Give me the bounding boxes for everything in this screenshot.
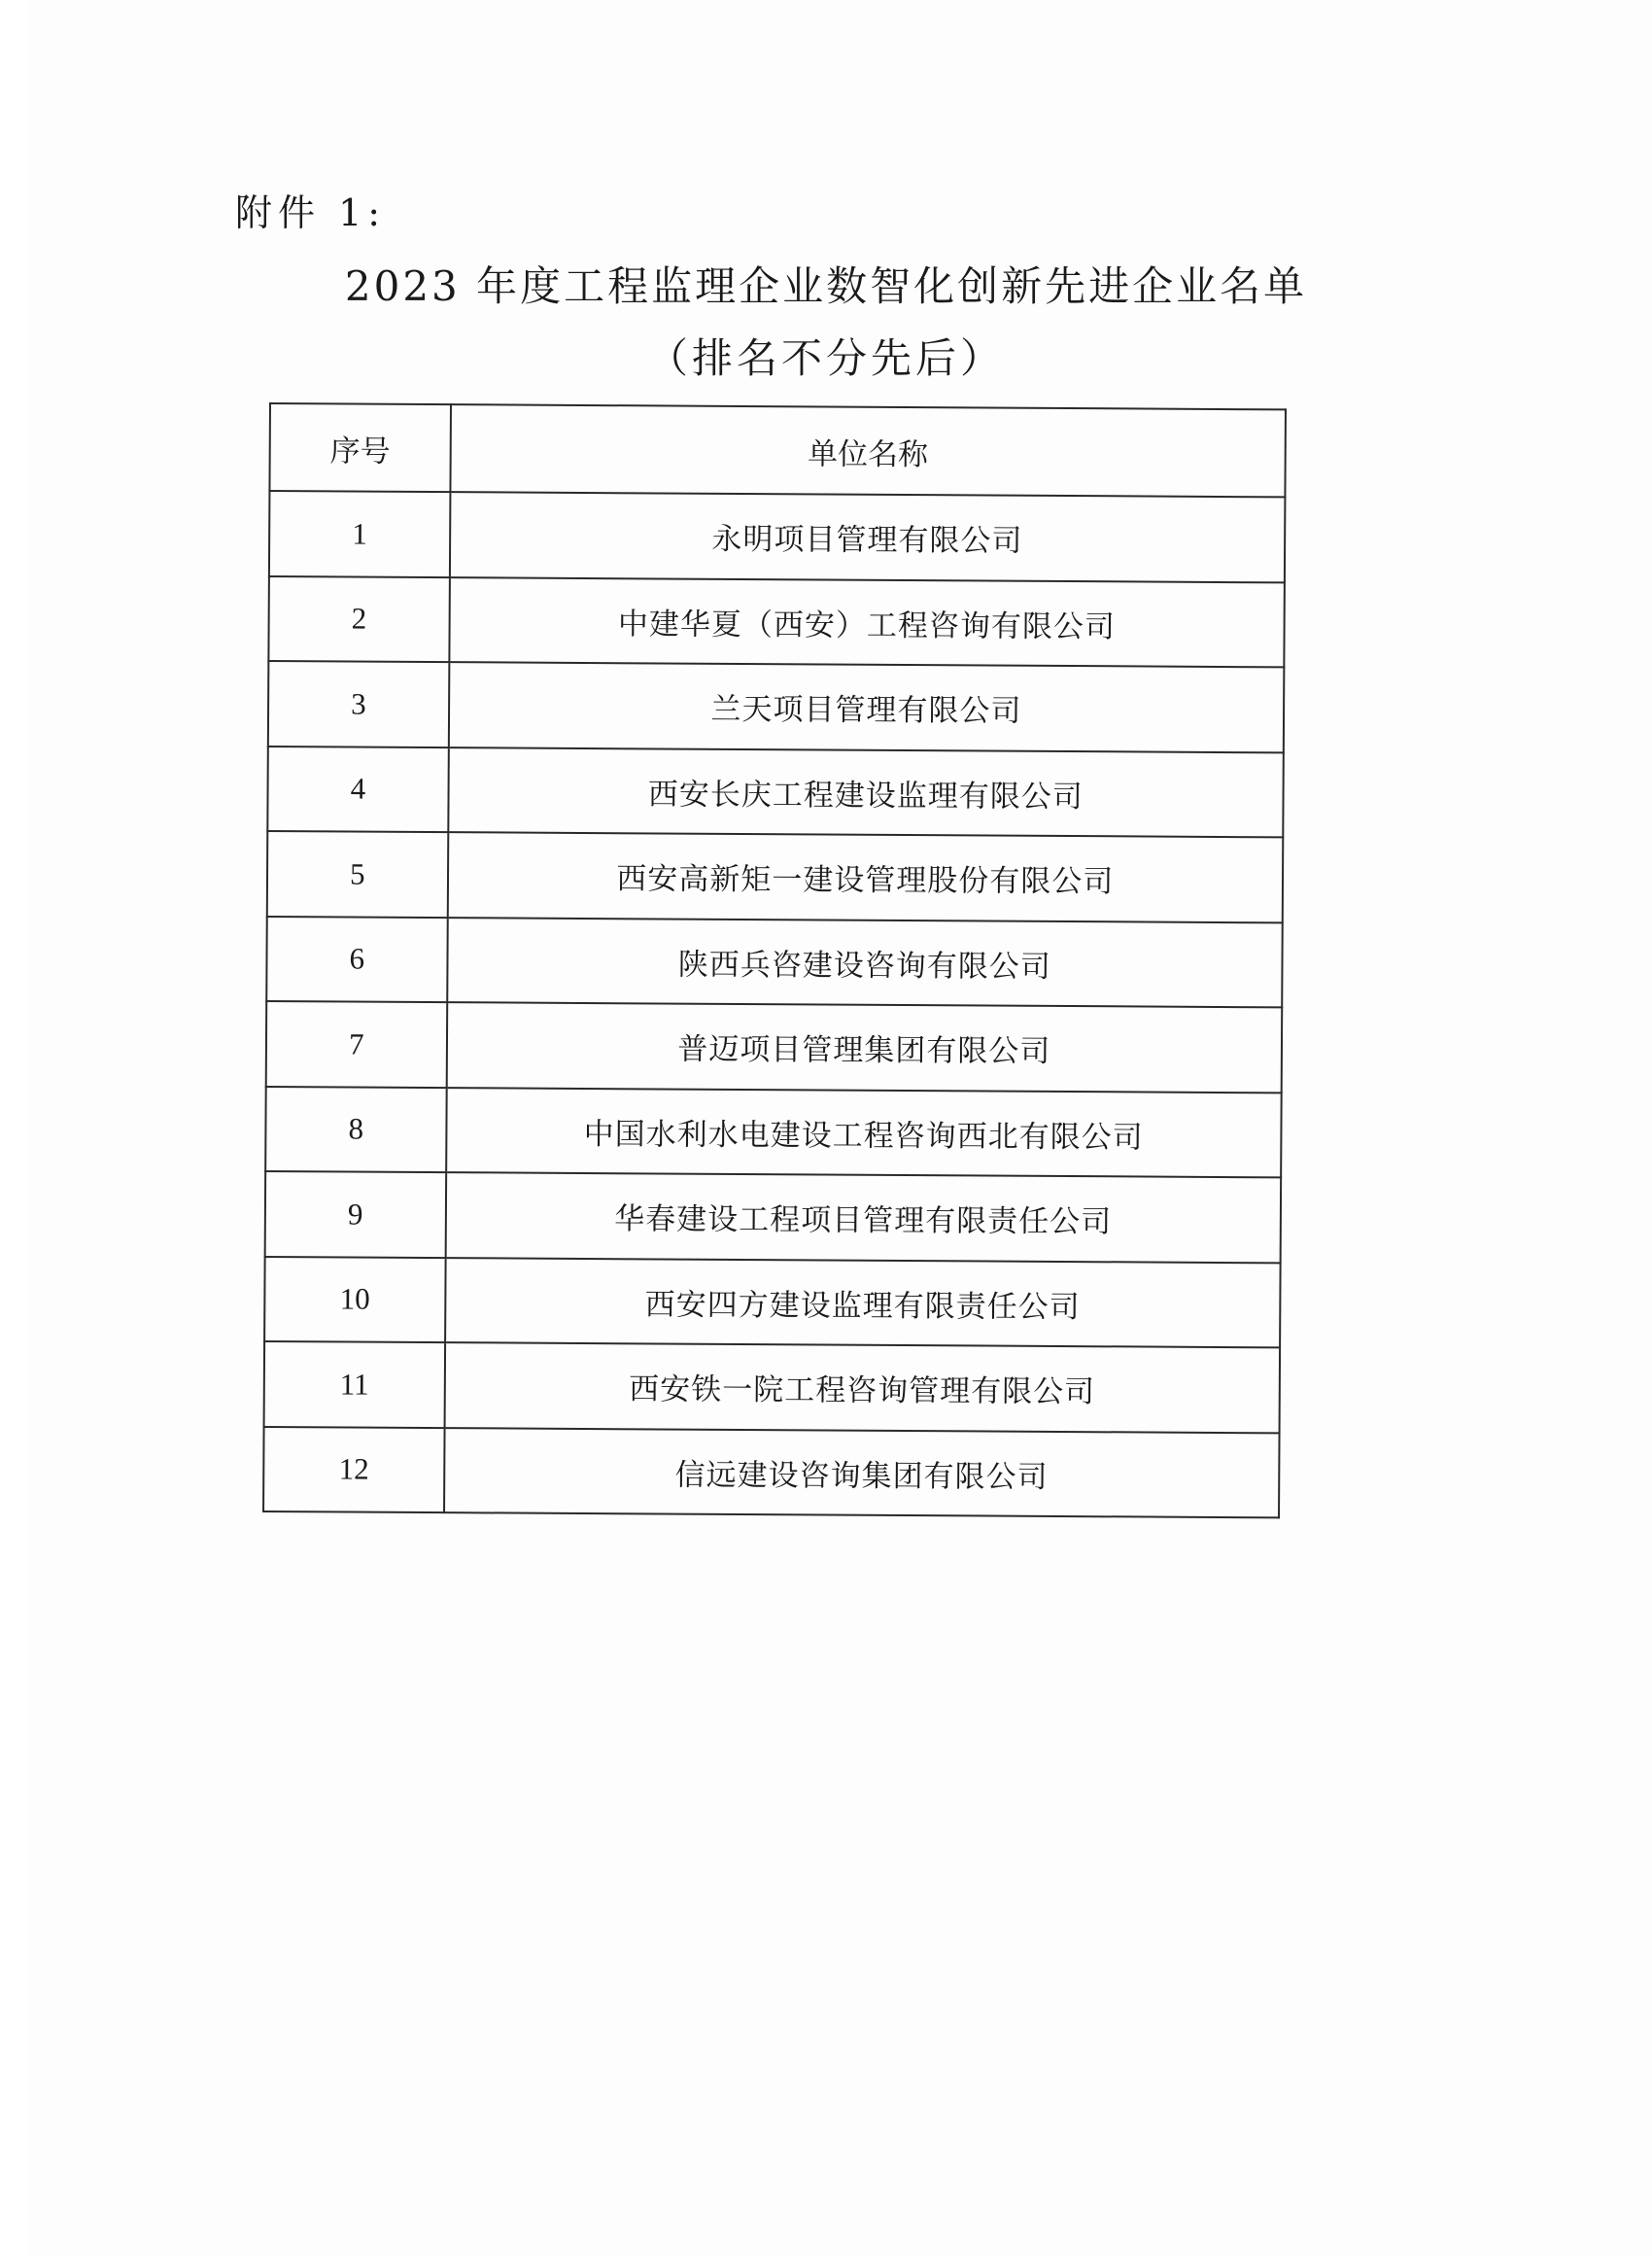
column-header-company-name: 单位名称: [450, 404, 1286, 497]
company-name: 中建华夏（西安）工程咨询有限公司: [449, 577, 1285, 668]
company-name: 西安铁一院工程咨询管理有限公司: [444, 1342, 1280, 1433]
company-name: 信远建设咨询集团有限公司: [444, 1428, 1280, 1518]
table-row: [267, 831, 1284, 922]
table-row: [265, 1171, 1282, 1263]
company-name: 中国水利水电建设工程咨询西北有限公司: [446, 1088, 1282, 1178]
table-row: [267, 746, 1284, 837]
table-header-row: [269, 403, 1286, 497]
row-index: 3: [268, 661, 449, 747]
attachment-label: 附件 1:: [235, 191, 387, 234]
table-row: [269, 491, 1286, 582]
table-row: [268, 661, 1285, 752]
company-name: 西安四方建设监理有限责任公司: [445, 1258, 1281, 1348]
row-index: 12: [263, 1426, 444, 1512]
row-index: 1: [269, 491, 450, 577]
company-name: 西安长庆工程建设监理有限公司: [448, 747, 1284, 838]
company-name: 陕西兵咨建设咨询有限公司: [447, 918, 1283, 1008]
row-index: 2: [268, 576, 449, 663]
row-index: 4: [267, 746, 448, 832]
row-index: 5: [267, 831, 448, 918]
row-index: 9: [265, 1171, 446, 1258]
company-name: 华春建设工程项目管理有限责任公司: [445, 1172, 1281, 1263]
table-row: [265, 1086, 1282, 1177]
company-name: 兰天项目管理有限公司: [449, 662, 1285, 752]
table-row: [266, 916, 1283, 1007]
row-index: 6: [266, 916, 447, 1002]
document-subtitle: （排名不分先后）: [646, 334, 1005, 382]
company-name: 永明项目管理有限公司: [450, 492, 1286, 582]
company-list-table: [262, 402, 1287, 1518]
table-row: [263, 1426, 1280, 1517]
table-row: [264, 1256, 1281, 1347]
company-name: 普迈项目管理集团有限公司: [446, 1002, 1282, 1093]
column-header-index: 序号: [269, 403, 450, 492]
row-index: 11: [264, 1341, 445, 1428]
document-title: 2023 年度工程监理企业数智化创新先进企业名单: [344, 262, 1308, 310]
table-row: [266, 1001, 1283, 1093]
row-index: 8: [265, 1086, 446, 1172]
row-index: 7: [266, 1001, 447, 1088]
table-row: [264, 1341, 1281, 1433]
company-name: 西安高新矩一建设管理股份有限公司: [447, 832, 1283, 922]
row-index: 10: [264, 1256, 445, 1342]
table-row: [268, 576, 1285, 668]
